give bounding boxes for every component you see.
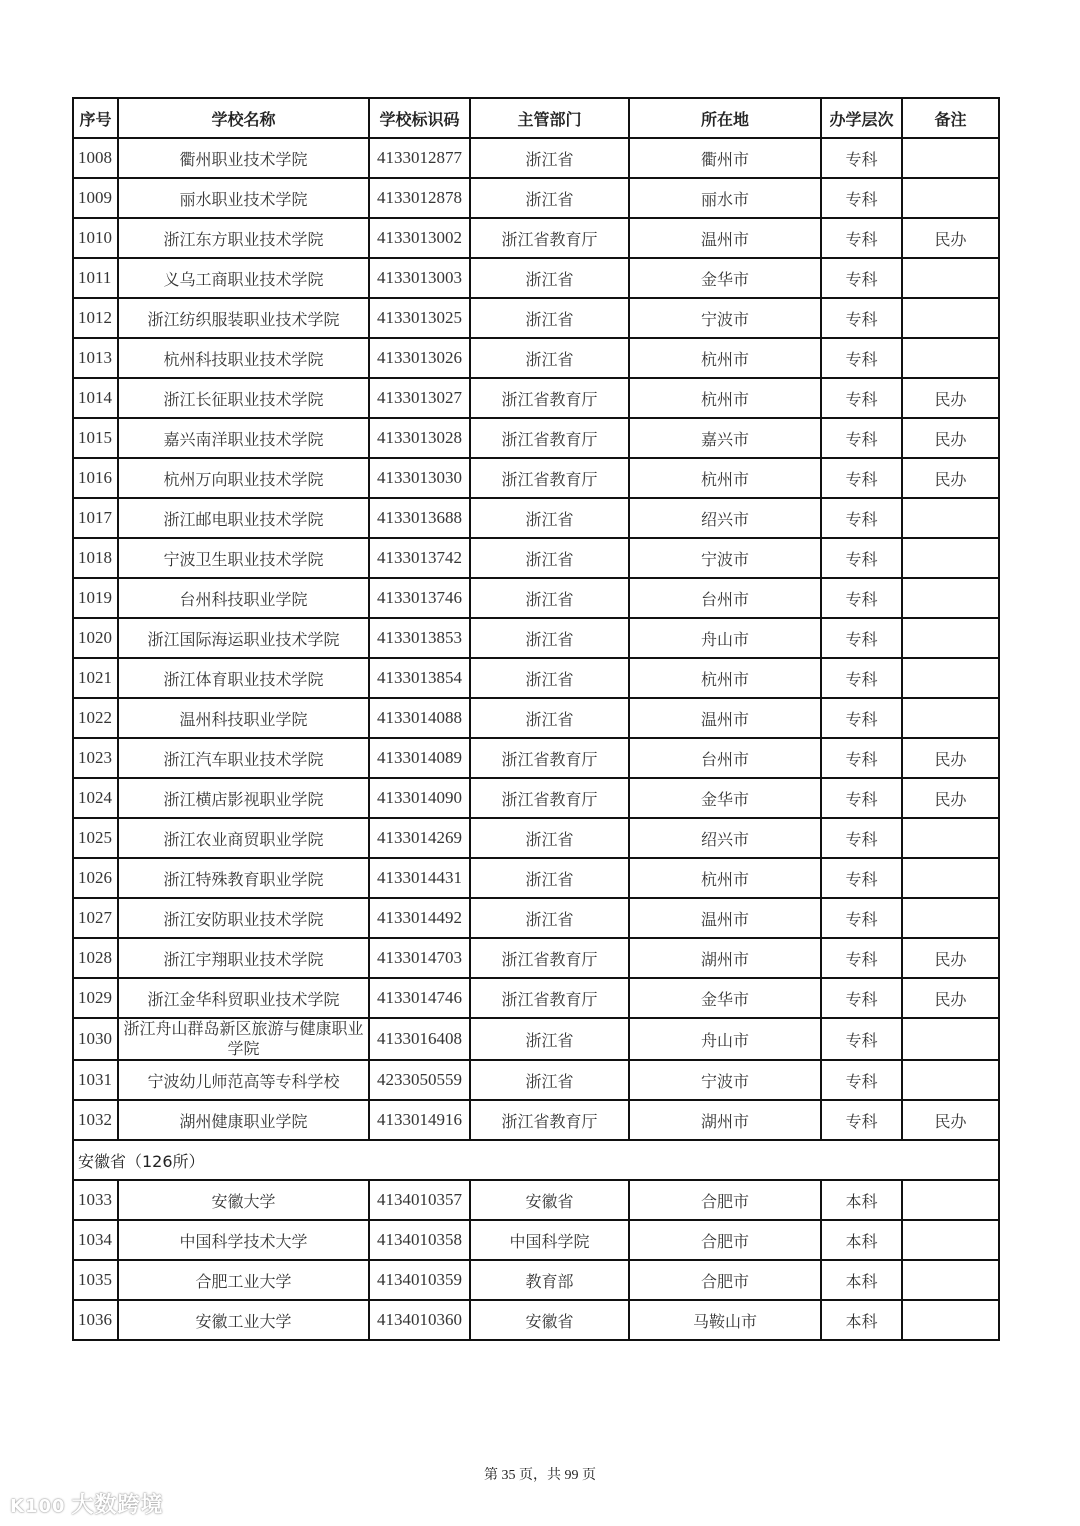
cell-school-name: 杭州科技职业技术学院 <box>118 338 369 378</box>
cell-seq: 1035 <box>73 1260 118 1300</box>
cell-note <box>902 1060 999 1100</box>
anhui-rows <box>73 1180 999 1340</box>
cell-department: 浙江省 <box>470 858 629 898</box>
cell-location: 舟山市 <box>629 618 821 658</box>
cell-school-code: 4133014492 <box>369 898 470 938</box>
cell-school-name: 杭州万向职业技术学院 <box>118 458 369 498</box>
cell-note <box>902 498 999 538</box>
cell-school-name: 宁波幼儿师范高等专科学校 <box>118 1060 369 1100</box>
cell-school-code: 4133013025 <box>369 298 470 338</box>
cell-school-code: 4133012878 <box>369 178 470 218</box>
table-row <box>73 698 999 738</box>
cell-department: 浙江省 <box>470 578 629 618</box>
cell-level: 本科 <box>821 1220 902 1260</box>
cell-location: 杭州市 <box>629 378 821 418</box>
table-header-row <box>73 98 999 138</box>
table-row <box>73 1260 999 1300</box>
cell-level: 专科 <box>821 938 902 978</box>
table-row <box>73 1018 999 1060</box>
cell-seq: 1016 <box>73 458 118 498</box>
cell-note <box>902 658 999 698</box>
cell-seq: 1034 <box>73 1220 118 1260</box>
cell-school-name: 浙江汽车职业技术学院 <box>118 738 369 778</box>
cell-level: 本科 <box>821 1300 902 1340</box>
cell-school-code: 4133013027 <box>369 378 470 418</box>
table-row <box>73 938 999 978</box>
cell-seq: 1015 <box>73 418 118 458</box>
header-seq: 序号 <box>73 98 118 138</box>
cell-department: 浙江省教育厅 <box>470 778 629 818</box>
cell-seq: 1023 <box>73 738 118 778</box>
cell-location: 温州市 <box>629 218 821 258</box>
cell-note: 民办 <box>902 938 999 978</box>
cell-level: 本科 <box>821 1260 902 1300</box>
cell-location: 金华市 <box>629 978 821 1018</box>
cell-level: 专科 <box>821 738 902 778</box>
cell-note <box>902 618 999 658</box>
table-row <box>73 818 999 858</box>
table-row <box>73 858 999 898</box>
cell-school-code: 4133013742 <box>369 538 470 578</box>
cell-department: 浙江省 <box>470 498 629 538</box>
cell-seq: 1026 <box>73 858 118 898</box>
cell-level: 专科 <box>821 778 902 818</box>
cell-level: 专科 <box>821 658 902 698</box>
cell-department: 浙江省教育厅 <box>470 738 629 778</box>
cell-location: 绍兴市 <box>629 498 821 538</box>
cell-school-code: 4133013853 <box>369 618 470 658</box>
cell-school-name: 浙江横店影视职业学院 <box>118 778 369 818</box>
cell-seq: 1024 <box>73 778 118 818</box>
cell-department: 浙江省 <box>470 818 629 858</box>
cell-location: 杭州市 <box>629 858 821 898</box>
cell-department: 浙江省教育厅 <box>470 458 629 498</box>
cell-seq: 1027 <box>73 898 118 938</box>
cell-department: 浙江省 <box>470 898 629 938</box>
cell-note <box>902 258 999 298</box>
table-row <box>73 578 999 618</box>
cell-note <box>902 698 999 738</box>
cell-note: 民办 <box>902 1100 999 1140</box>
cell-department: 浙江省 <box>470 298 629 338</box>
cell-seq: 1033 <box>73 1180 118 1220</box>
header-level: 办学层次 <box>821 98 902 138</box>
school-list-table <box>72 97 1000 1341</box>
cell-location: 金华市 <box>629 778 821 818</box>
cell-school-name: 宁波卫生职业技术学院 <box>118 538 369 578</box>
table-row <box>73 978 999 1018</box>
cell-note <box>902 858 999 898</box>
cell-location: 合肥市 <box>629 1260 821 1300</box>
cell-school-code: 4133014269 <box>369 818 470 858</box>
cell-school-name: 丽水职业技术学院 <box>118 178 369 218</box>
watermark-logo-icon: K100 <box>10 1496 66 1517</box>
cell-note <box>902 1300 999 1340</box>
cell-department: 浙江省教育厅 <box>470 938 629 978</box>
cell-note <box>902 138 999 178</box>
cell-location: 湖州市 <box>629 1100 821 1140</box>
cell-location: 嘉兴市 <box>629 418 821 458</box>
cell-note <box>902 818 999 858</box>
cell-department: 安徽省 <box>470 1180 629 1220</box>
cell-note <box>902 578 999 618</box>
cell-school-name: 合肥工业大学 <box>118 1260 369 1300</box>
cell-school-name: 义乌工商职业技术学院 <box>118 258 369 298</box>
cell-seq: 1009 <box>73 178 118 218</box>
cell-school-name: 浙江农业商贸职业学院 <box>118 818 369 858</box>
table-row <box>73 538 999 578</box>
cell-seq: 1031 <box>73 1060 118 1100</box>
cell-note: 民办 <box>902 738 999 778</box>
cell-location: 宁波市 <box>629 538 821 578</box>
table-row <box>73 658 999 698</box>
cell-school-name: 浙江体育职业技术学院 <box>118 658 369 698</box>
cell-location: 宁波市 <box>629 1060 821 1100</box>
table-row <box>73 378 999 418</box>
cell-school-name: 浙江邮电职业技术学院 <box>118 498 369 538</box>
cell-school-name: 安徽大学 <box>118 1180 369 1220</box>
cell-note <box>902 1220 999 1260</box>
cell-location: 合肥市 <box>629 1180 821 1220</box>
cell-department: 中国科学院 <box>470 1220 629 1260</box>
cell-department: 浙江省 <box>470 658 629 698</box>
table-row <box>73 778 999 818</box>
cell-level: 专科 <box>821 578 902 618</box>
cell-school-code: 4133014916 <box>369 1100 470 1140</box>
cell-school-code: 4133013026 <box>369 338 470 378</box>
cell-note <box>902 1260 999 1300</box>
cell-level: 专科 <box>821 1018 902 1060</box>
cell-seq: 1036 <box>73 1300 118 1340</box>
cell-department: 教育部 <box>470 1260 629 1300</box>
table-row <box>73 498 999 538</box>
watermark <box>10 1488 164 1519</box>
table-row <box>73 298 999 338</box>
cell-school-code: 4133013028 <box>369 418 470 458</box>
cell-location: 台州市 <box>629 738 821 778</box>
cell-department: 浙江省 <box>470 258 629 298</box>
cell-school-name: 嘉兴南洋职业技术学院 <box>118 418 369 458</box>
cell-note: 民办 <box>902 978 999 1018</box>
cell-school-code: 4133014431 <box>369 858 470 898</box>
cell-school-code: 4133013030 <box>369 458 470 498</box>
cell-level: 专科 <box>821 298 902 338</box>
table-row <box>73 218 999 258</box>
cell-department: 浙江省 <box>470 138 629 178</box>
table-row <box>73 898 999 938</box>
cell-note <box>902 178 999 218</box>
cell-school-name: 浙江金华科贸职业技术学院 <box>118 978 369 1018</box>
table-row <box>73 618 999 658</box>
cell-level: 专科 <box>821 178 902 218</box>
cell-level: 专科 <box>821 378 902 418</box>
cell-department: 浙江省 <box>470 698 629 738</box>
cell-level: 专科 <box>821 698 902 738</box>
cell-level: 专科 <box>821 978 902 1018</box>
cell-department: 浙江省 <box>470 538 629 578</box>
table-row <box>73 1180 999 1220</box>
cell-school-name: 浙江特殊教育职业学院 <box>118 858 369 898</box>
header-school-name: 学校名称 <box>118 98 369 138</box>
header-location: 所在地 <box>629 98 821 138</box>
cell-note <box>902 338 999 378</box>
cell-note: 民办 <box>902 418 999 458</box>
cell-level: 专科 <box>821 418 902 458</box>
table-row <box>73 138 999 178</box>
anhui-section <box>73 1140 999 1180</box>
cell-location: 杭州市 <box>629 658 821 698</box>
table-row <box>73 178 999 218</box>
table-row <box>73 1060 999 1100</box>
cell-location: 杭州市 <box>629 338 821 378</box>
section-title-anhui: 安徽省（126所） <box>73 1140 999 1180</box>
cell-school-name: 浙江国际海运职业技术学院 <box>118 618 369 658</box>
cell-school-name: 浙江安防职业技术学院 <box>118 898 369 938</box>
cell-location: 湖州市 <box>629 938 821 978</box>
cell-seq: 1019 <box>73 578 118 618</box>
cell-note <box>902 1180 999 1220</box>
cell-level: 专科 <box>821 618 902 658</box>
cell-seq: 1025 <box>73 818 118 858</box>
cell-seq: 1029 <box>73 978 118 1018</box>
cell-location: 台州市 <box>629 578 821 618</box>
cell-school-code: 4133013003 <box>369 258 470 298</box>
cell-location: 衢州市 <box>629 138 821 178</box>
cell-seq: 1028 <box>73 938 118 978</box>
cell-school-code: 4133013002 <box>369 218 470 258</box>
cell-department: 浙江省教育厅 <box>470 418 629 458</box>
cell-note: 民办 <box>902 778 999 818</box>
cell-school-name: 湖州健康职业学院 <box>118 1100 369 1140</box>
cell-location: 绍兴市 <box>629 818 821 858</box>
cell-school-code: 4133014088 <box>369 698 470 738</box>
cell-note <box>902 538 999 578</box>
cell-seq: 1022 <box>73 698 118 738</box>
cell-level: 专科 <box>821 498 902 538</box>
cell-school-name: 温州科技职业学院 <box>118 698 369 738</box>
cell-location: 合肥市 <box>629 1220 821 1260</box>
cell-location: 杭州市 <box>629 458 821 498</box>
header-note: 备注 <box>902 98 999 138</box>
cell-seq: 1021 <box>73 658 118 698</box>
cell-seq: 1030 <box>73 1018 118 1060</box>
cell-school-name: 浙江长征职业技术学院 <box>118 378 369 418</box>
cell-level: 专科 <box>821 138 902 178</box>
cell-school-name: 浙江纺织服装职业技术学院 <box>118 298 369 338</box>
cell-department: 浙江省 <box>470 1060 629 1100</box>
cell-school-code: 4133013854 <box>369 658 470 698</box>
cell-location: 温州市 <box>629 698 821 738</box>
cell-note: 民办 <box>902 378 999 418</box>
cell-school-code: 4134010359 <box>369 1260 470 1300</box>
cell-seq: 1011 <box>73 258 118 298</box>
cell-department: 浙江省教育厅 <box>470 1100 629 1140</box>
cell-level: 专科 <box>821 1060 902 1100</box>
cell-school-code: 4133013688 <box>369 498 470 538</box>
cell-school-code: 4134010357 <box>369 1180 470 1220</box>
header-department: 主管部门 <box>470 98 629 138</box>
cell-school-name: 中国科学技术大学 <box>118 1220 369 1260</box>
cell-seq: 1012 <box>73 298 118 338</box>
cell-department: 安徽省 <box>470 1300 629 1340</box>
cell-school-code: 4133014089 <box>369 738 470 778</box>
table-row <box>73 458 999 498</box>
cell-location: 马鞍山市 <box>629 1300 821 1340</box>
cell-level: 专科 <box>821 538 902 578</box>
cell-school-code: 4133014746 <box>369 978 470 1018</box>
cell-department: 浙江省教育厅 <box>470 378 629 418</box>
page-number: 第 35 页，共 99 页 <box>484 1468 596 1483</box>
cell-seq: 1017 <box>73 498 118 538</box>
cell-school-code: 4233050559 <box>369 1060 470 1100</box>
cell-school-name: 浙江东方职业技术学院 <box>118 218 369 258</box>
cell-school-name: 浙江舟山群岛新区旅游与健康职业学院 <box>118 1018 369 1060</box>
table-row <box>73 738 999 778</box>
cell-school-code: 4133014703 <box>369 938 470 978</box>
section-row <box>73 1140 999 1180</box>
cell-level: 专科 <box>821 858 902 898</box>
cell-note <box>902 1018 999 1060</box>
cell-department: 浙江省 <box>470 618 629 658</box>
table-row <box>73 258 999 298</box>
cell-location: 宁波市 <box>629 298 821 338</box>
cell-seq: 1010 <box>73 218 118 258</box>
cell-school-name: 衢州职业技术学院 <box>118 138 369 178</box>
cell-location: 温州市 <box>629 898 821 938</box>
cell-note: 民办 <box>902 218 999 258</box>
cell-seq: 1013 <box>73 338 118 378</box>
cell-department: 浙江省 <box>470 338 629 378</box>
cell-level: 专科 <box>821 818 902 858</box>
header-school-code: 学校标识码 <box>369 98 470 138</box>
cell-school-code: 4134010360 <box>369 1300 470 1340</box>
cell-seq: 1032 <box>73 1100 118 1140</box>
table-row <box>73 1100 999 1140</box>
cell-note <box>902 298 999 338</box>
cell-level: 本科 <box>821 1180 902 1220</box>
cell-level: 专科 <box>821 258 902 298</box>
zhejiang-rows <box>73 138 999 1140</box>
cell-school-code: 4133013746 <box>369 578 470 618</box>
cell-school-code: 4133014090 <box>369 778 470 818</box>
cell-school-name: 安徽工业大学 <box>118 1300 369 1340</box>
cell-level: 专科 <box>821 218 902 258</box>
cell-note: 民办 <box>902 458 999 498</box>
cell-school-code: 4134010358 <box>369 1220 470 1260</box>
cell-department: 浙江省 <box>470 178 629 218</box>
cell-school-code: 4133016408 <box>369 1018 470 1060</box>
cell-location: 金华市 <box>629 258 821 298</box>
cell-school-name: 浙江宇翔职业技术学院 <box>118 938 369 978</box>
cell-location: 舟山市 <box>629 1018 821 1060</box>
cell-department: 浙江省教育厅 <box>470 218 629 258</box>
table-row <box>73 338 999 378</box>
cell-school-code: 4133012877 <box>369 138 470 178</box>
cell-seq: 1008 <box>73 138 118 178</box>
cell-department: 浙江省教育厅 <box>470 978 629 1018</box>
cell-seq: 1014 <box>73 378 118 418</box>
cell-location: 丽水市 <box>629 178 821 218</box>
cell-level: 专科 <box>821 1100 902 1140</box>
cell-level: 专科 <box>821 458 902 498</box>
cell-school-name: 台州科技职业学院 <box>118 578 369 618</box>
cell-seq: 1018 <box>73 538 118 578</box>
cell-level: 专科 <box>821 898 902 938</box>
cell-level: 专科 <box>821 338 902 378</box>
cell-seq: 1020 <box>73 618 118 658</box>
table-row <box>73 1300 999 1340</box>
table-row <box>73 418 999 458</box>
table-row <box>73 1220 999 1260</box>
watermark-text: 大数跨境 <box>71 1493 164 1518</box>
cell-note <box>902 898 999 938</box>
cell-department: 浙江省 <box>470 1018 629 1060</box>
